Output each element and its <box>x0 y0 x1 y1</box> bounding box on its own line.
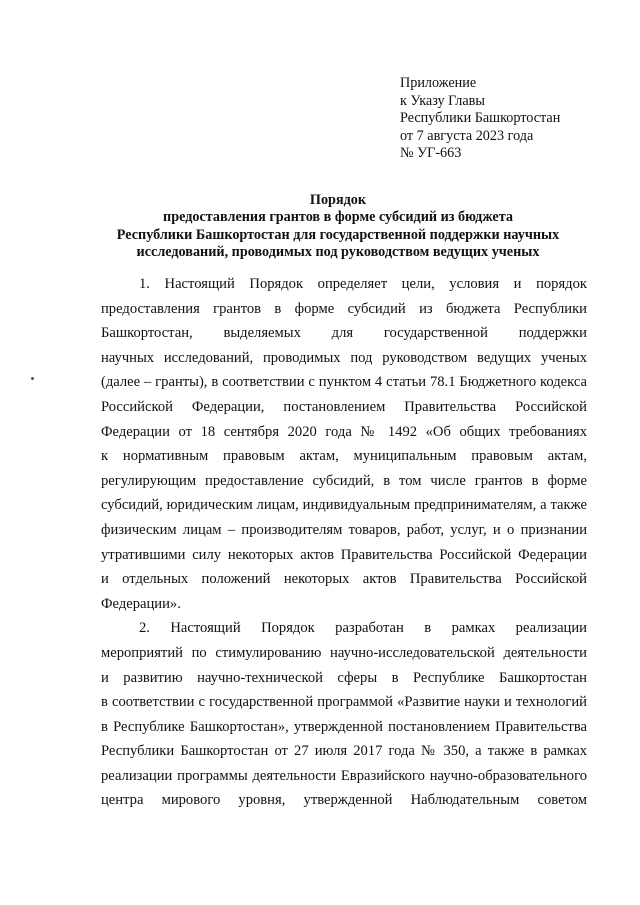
document-body <box>101 272 587 813</box>
text-line: и развитию научно-технической сферы в Республике Башкортостан <box>101 669 587 686</box>
title-line: предоставления грантов в форме субсидий из бюджета <box>163 209 513 226</box>
text-line: центра мирового уровня, утвержденной Наблюдательным советом <box>101 792 587 809</box>
text-line: Российской Федерации, постановлением Правительства Российской <box>101 398 587 415</box>
text-line: Федерации от 18 сентября 2020 года № 1492 «Об общих требованиях <box>101 423 587 440</box>
text-line: (далее – гранты), в соответствии с пунктом 4 статьи 78.1 Бюджетного кодекса <box>101 374 587 391</box>
text-line: предоставления грантов в форме субсидий из бюджета Республики <box>101 300 587 317</box>
appendix-line: к Указу Главы <box>400 92 485 109</box>
text-line: и отдельных положений некоторых актов Правительства Российской <box>101 571 587 588</box>
text-line: мероприятий по стимулированию научно-исследовательской деятельности <box>101 644 587 661</box>
text-line: в соответствии с государственной программой «Развитие науки и технологий <box>101 694 587 711</box>
text-line: Федерации». <box>101 595 181 612</box>
text-line: 1. Настоящий Порядок определяет цели, условия и порядок <box>139 276 587 292</box>
text-line: физическим лицам – производителям товаров, работ, услуг, и о признании <box>101 521 587 538</box>
text-line: утратившими силу некоторых актов Правительства Российской Федерации <box>101 546 587 563</box>
paragraph-2 <box>101 616 587 813</box>
text-line: Башкортостан, выделяемых для государственной поддержки <box>101 325 587 342</box>
appendix-line: Приложение <box>400 75 477 91</box>
text-line: научных исследований, проводимых под руководством ведущих ученых <box>101 349 587 366</box>
appendix-line: от 7 августа 2023 года <box>400 127 534 144</box>
appendix-line: Республики Башкортостан <box>400 110 561 126</box>
text-line: в Республике Башкортостан», утвержденной постановлением Правительства <box>101 718 587 735</box>
title-line: Порядок <box>309 192 367 208</box>
title-line: исследований, проводимых под руководством ведущих ученых <box>136 243 540 260</box>
scan-mark <box>31 377 34 380</box>
title-line: Республики Башкортостан для государственной поддержки научных <box>116 226 560 243</box>
appendix-line: № УГ-663 <box>400 145 462 161</box>
appendix-header <box>400 75 600 163</box>
text-line: к нормативным правовым актам, муниципальным правовым актам, <box>101 448 587 465</box>
text-line: регулирующим предоставление субсидий, в том числе грантов в форме <box>101 472 587 489</box>
text-line: субсидий, юридическим лицам, индивидуальным предпринимателям, а также <box>101 497 587 514</box>
text-line: Республики Башкортостан от 27 июля 2017 года № 350, а также в рамках <box>101 743 587 760</box>
document-title <box>100 192 576 261</box>
text-line: 2. Настоящий Порядок разработан в рамках реализации <box>139 620 587 637</box>
text-line: реализации программы деятельности Евразийского научно-образовательного <box>101 767 587 784</box>
paragraph-1 <box>101 272 587 616</box>
